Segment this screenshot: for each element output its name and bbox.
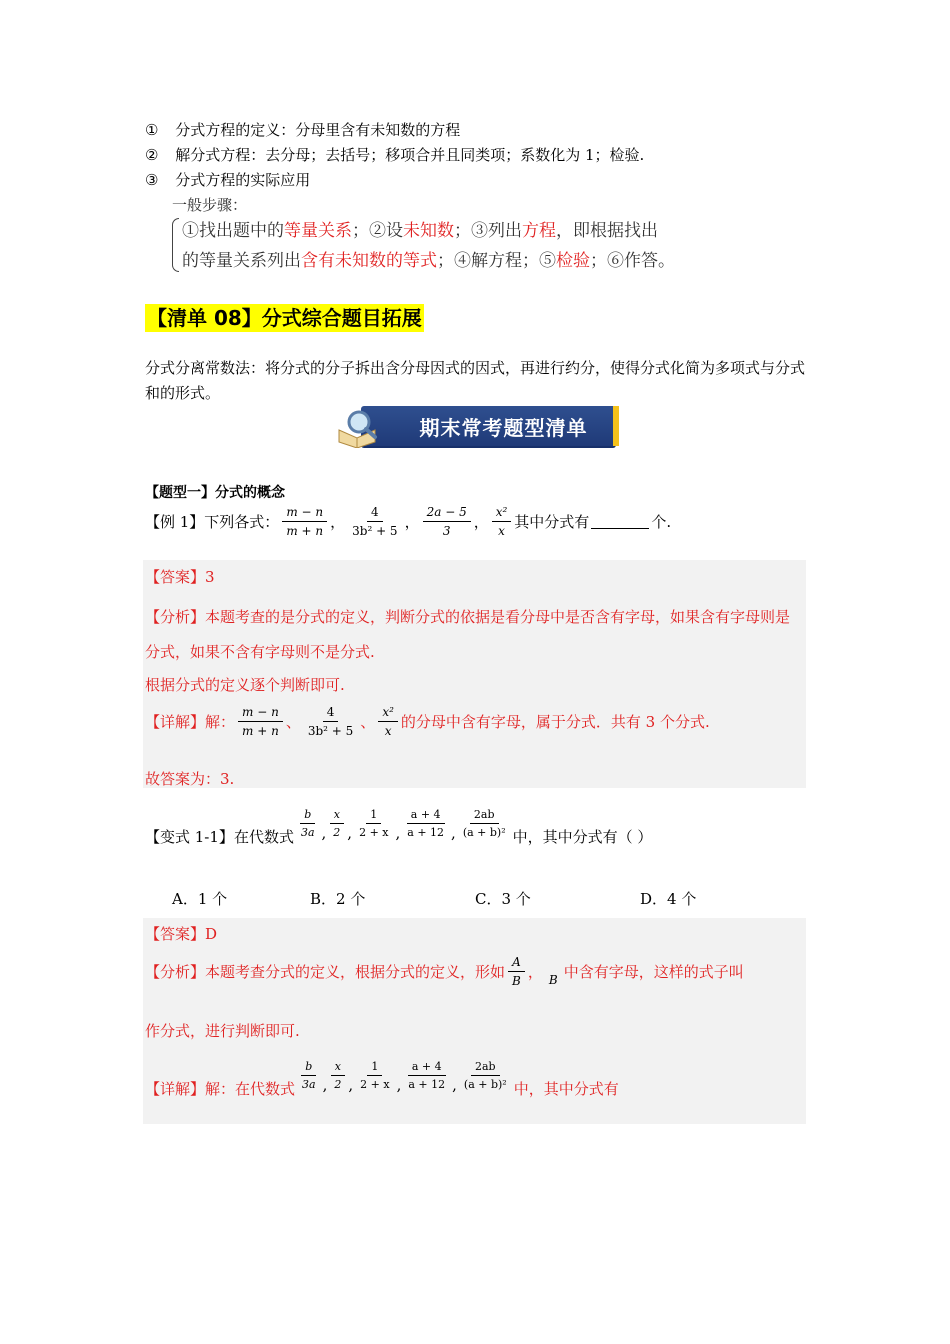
numerator: a + 4: [408, 1061, 446, 1076]
denominator: 2 + x: [360, 1078, 390, 1091]
example-1-label: 【例 1】下列各式：: [145, 513, 280, 531]
numerator: 1: [367, 1061, 382, 1076]
steps-text: 的等量关系列出: [182, 251, 301, 271]
variant-post: 中，其中分式有（ ）: [512, 828, 653, 846]
exam-banner: [335, 402, 618, 448]
detail-2: [145, 1052, 619, 1099]
numerator: m − n: [282, 506, 327, 522]
denominator: 2: [333, 826, 341, 839]
example-1: [145, 506, 671, 537]
steps-highlight: 方程: [522, 221, 556, 241]
steps-line-1: [182, 216, 658, 241]
analysis-label: 【分析】: [145, 608, 206, 626]
denominator: 3b² + 5: [352, 524, 398, 538]
option-b[interactable]: B．2 个: [310, 890, 366, 908]
fraction: [238, 706, 283, 737]
analysis-post: 中含有字母，这样的式子叫: [563, 963, 744, 981]
fraction: [304, 706, 357, 737]
steps-text: ；⑥作答。: [590, 251, 675, 271]
variant-1-1: [145, 800, 652, 847]
analysis-2: [145, 956, 744, 987]
fraction: [423, 506, 471, 537]
numerator: A: [508, 956, 525, 972]
analysis-1: [145, 600, 800, 670]
steps-text: ，即根据找出: [556, 221, 658, 241]
fraction: [297, 809, 319, 838]
denominator: 2: [334, 1078, 342, 1091]
denominator: B: [512, 974, 521, 988]
detail-label: 【详解】: [145, 1080, 206, 1098]
steps-title: 一般步骤：: [172, 196, 248, 214]
marker-3: ③: [145, 171, 159, 189]
detail-pre: 解：在代数式: [205, 1080, 296, 1098]
separator: ,: [348, 1075, 354, 1094]
denominator: (a + b)²: [462, 826, 506, 839]
answer-blank: [591, 514, 649, 529]
answer-1-label: 【答案】3: [145, 568, 215, 586]
steps-text: ；④解方程；⑤: [437, 251, 556, 271]
analysis-label: 【分析】: [145, 963, 206, 981]
analysis-text: 本题考查的是分式的定义，判断分式的依据是看分母中是否含有字母，如果含有字母则是分式，如果不含有字母则不是分式.: [145, 608, 791, 661]
steps-text: ；③列出: [454, 221, 522, 241]
detail-post: 的分母中含有字母，属于分式．共有 3 个分式.: [400, 713, 710, 731]
separator: ,: [396, 1075, 402, 1094]
type-1-title: 【题型一】分式的概念: [145, 485, 285, 501]
fraction: [460, 1061, 511, 1090]
banner-bar: [361, 406, 616, 446]
option-c[interactable]: C．3 个: [475, 890, 531, 908]
denominator: (a + b)²: [463, 1078, 507, 1091]
example-1-tail-2: 个.: [651, 513, 672, 531]
variant-pre: 在代数式: [233, 828, 294, 846]
steps-highlight: 检验: [556, 251, 590, 271]
numerator: b: [301, 1061, 316, 1076]
fraction: [356, 1061, 393, 1090]
fraction: [378, 706, 398, 737]
steps-brace: [172, 218, 179, 272]
steps-text: ①找出题中的: [182, 221, 284, 241]
denominator: a + 12: [408, 1078, 446, 1091]
banner-text: 期末常考题型清单: [419, 415, 588, 440]
separator: ，: [473, 513, 489, 531]
conclusion-1: 故答案为：3.: [145, 770, 235, 788]
analysis-2-line-2: 作分式，进行判断即可.: [145, 1022, 300, 1040]
steps-line-2: [182, 246, 675, 271]
list-item-1: [145, 119, 460, 140]
separator: ,: [322, 1075, 328, 1094]
list-item-3-text: 分式方程的实际应用: [175, 171, 311, 189]
fraction: [348, 506, 401, 537]
numerator: 4: [323, 706, 339, 722]
separator: ,: [321, 823, 327, 842]
separator: ,: [451, 823, 456, 842]
fraction: [492, 506, 512, 537]
section-heading-text: 【清单 08】分式综合题目拓展: [147, 306, 422, 330]
denominator: 3a: [300, 826, 315, 839]
numerator: 1: [366, 809, 381, 824]
fraction: [459, 809, 510, 838]
numerator: x: [331, 1061, 345, 1076]
fraction: [355, 809, 392, 838]
variant-expressions: [294, 806, 513, 842]
marker-2: ②: [145, 146, 159, 164]
numerator: m − n: [238, 706, 283, 722]
denominator: x: [384, 724, 392, 738]
book-magnifier-icon: [335, 408, 383, 448]
analysis-pre: 本题考查分式的定义，根据分式的定义，形如: [205, 963, 506, 981]
numerator: b: [300, 809, 315, 824]
separator: ，: [404, 513, 420, 531]
option-a[interactable]: A．1 个: [172, 890, 228, 908]
denominator: m + n: [286, 524, 324, 538]
analysis-1-line-2: 根据分式的定义逐个判断即可.: [145, 676, 345, 694]
denominator: a + 12: [407, 826, 445, 839]
denominator: 3b² + 5: [307, 724, 354, 738]
steps-highlight: 未知数: [403, 221, 454, 241]
example-1-tail: 其中分式有: [514, 513, 590, 531]
list-item-2: [145, 144, 644, 165]
numerator: 2a − 5: [423, 506, 471, 522]
option-d[interactable]: D．4 个: [640, 890, 697, 908]
numerator: 4: [367, 506, 383, 522]
fraction: [404, 1061, 449, 1090]
numerator: x²: [378, 706, 398, 722]
variant-label: 【变式 1-1】: [145, 828, 234, 846]
steps-highlight: 含有未知数的等式: [301, 251, 437, 271]
detail-post: 中，其中分式有: [513, 1080, 619, 1098]
answer-2-label: 【答案】D: [145, 925, 218, 943]
separator: ，: [527, 963, 543, 981]
list-item-1-text: 分式方程的定义：分母里含有未知数的方程: [175, 121, 461, 139]
separator: ,: [395, 823, 401, 842]
fraction: [508, 956, 525, 987]
separator: ,: [452, 1075, 457, 1094]
detail-label: 【详解】: [145, 713, 206, 731]
fraction: [329, 809, 344, 838]
fraction: [298, 1061, 320, 1090]
denominator: 2 + x: [359, 826, 389, 839]
denominator: 3: [442, 524, 451, 538]
list-item-2-text: 解分式方程：去分母；去括号；移项合并且同类项；系数化为 1；检验.: [175, 146, 645, 164]
section-heading: [145, 302, 424, 331]
detail-pre: 解：: [205, 713, 236, 731]
numerator: x: [330, 809, 344, 824]
fraction: [330, 1061, 345, 1090]
denominator: 3a: [302, 1078, 316, 1091]
steps-highlight: 等量关系: [284, 221, 352, 241]
fraction: [282, 506, 327, 537]
section-paragraph: 分式分离常数法：将分式的分子拆出含分母因式的因式，再进行约分，使得分式化简为多项式与分式和的形式。: [145, 359, 806, 402]
marker-1: ①: [145, 121, 159, 139]
detail-1: [145, 706, 710, 737]
list-item-3: [145, 169, 310, 190]
numerator: x²: [492, 506, 512, 522]
denominator: m + n: [242, 724, 279, 738]
numerator: 2ab: [470, 809, 499, 824]
numerator: 2ab: [471, 1061, 500, 1076]
denominator: x: [498, 524, 505, 538]
separator: ，: [330, 513, 346, 531]
fraction: [403, 809, 448, 838]
separator: 、: [360, 713, 376, 731]
separator: ,: [347, 823, 353, 842]
detail-expressions: [295, 1058, 514, 1094]
numerator: a + 4: [407, 809, 445, 824]
steps-text: ；②设: [352, 221, 403, 241]
letter-b: B: [548, 972, 558, 987]
separator: 、: [285, 713, 301, 731]
